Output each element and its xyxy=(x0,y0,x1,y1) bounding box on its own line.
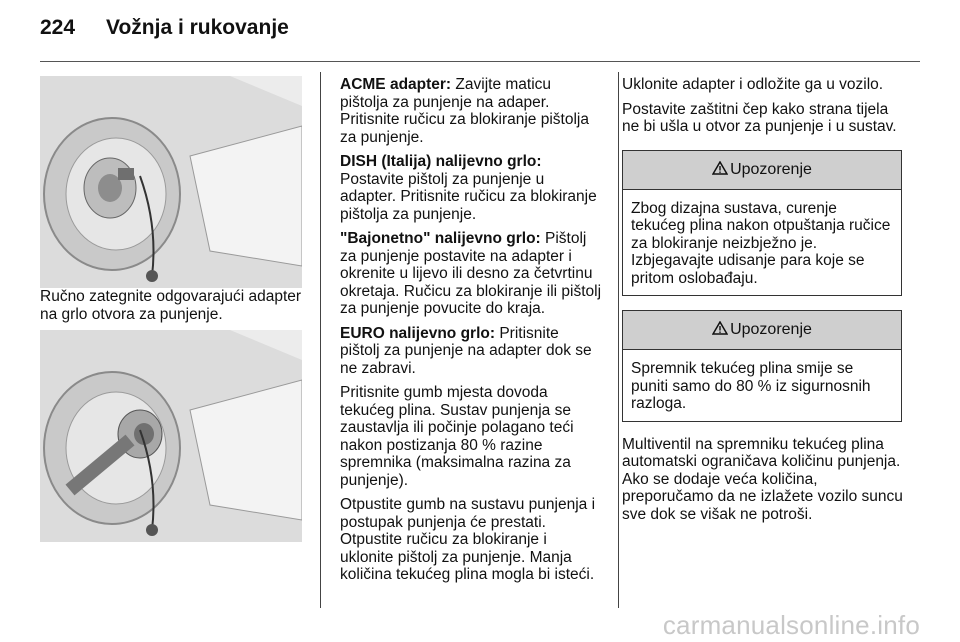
fuel-nozzle-illustration xyxy=(40,330,302,542)
paragraph-multivalve: Multiventil na spremniku tekućeg plina automatski ograničava količinu punjenja. Ako se dodaje veća količina, preporučamo da ne izlažete vozilo suncu sve dok se višak ne potroši. xyxy=(622,435,903,523)
instruction-dish xyxy=(340,153,602,223)
warning-triangle-icon xyxy=(712,321,728,335)
figure-caption-1: Ručno zategnite odgovarajući adapter na grlo otvora za punjenje. xyxy=(40,288,302,323)
column-divider-2 xyxy=(618,72,619,608)
paragraph-protective-cap: Postavite zaštitni čep kako strana tijela ne bi ušla u otvor za punjenje i u sustav. xyxy=(622,100,897,135)
instruction-text: Postavite pištolj za punjenje u adapter. Pritisnite ručicu za blokiranje pištolja za punjenje. xyxy=(340,170,597,223)
warning-box-1 xyxy=(622,150,902,297)
warning-header xyxy=(623,311,901,350)
column-divider-1 xyxy=(320,72,321,608)
column-2 xyxy=(340,76,602,591)
instruction-text: Pritisnite pištolj za punjenje na adapter dok se ne zabravi. xyxy=(340,324,592,377)
paragraph-remove-adapter: Uklonite adapter i odložite ga u vozilo. xyxy=(622,76,884,93)
instruction-euro xyxy=(340,325,602,378)
watermark: carmanualsonline.info xyxy=(662,610,920,640)
instruction-text: Zavijte maticu pištolja za punjenje na adaper. Pritisnite ručicu za blokiranje pištolja za punjenje. xyxy=(340,76,589,146)
paragraph-release-button: Otpustite gumb na sustavu punjenja i postupak punjenja će prestati. Otpustite ručicu za blokiranje i uklonite pištolj za punjenje. Manja količina tekućeg plina mogla bi isteći. xyxy=(340,496,596,583)
warning-triangle-icon xyxy=(712,161,728,175)
warning-box-2 xyxy=(622,310,902,422)
instruction-text: Pištolj za punjenje postavite na adapter i okrenite u lijevo ili desno za četvrtinu okretaja. Ručicu za blokiranje ili pištolj za punjenje povucite do kraja. xyxy=(340,230,602,317)
page-title: Vožnja i rukovanje xyxy=(106,16,289,39)
warning-header xyxy=(623,151,901,190)
column-3 xyxy=(622,76,904,530)
instruction-label: EURO nalijevno grlo: xyxy=(340,324,496,342)
page-number: 224 xyxy=(40,16,76,39)
paragraph-fill-button: Pritisnite gumb mjesta dovoda tekućeg plina. Sustav punjenja se zaustavlja ili počinje polagano teći nakon postizanja 80 % razine spremnika (maksimalna razina za punjenje). xyxy=(340,384,574,489)
header-rule xyxy=(40,61,920,62)
column-1 xyxy=(40,76,302,542)
warning-title: Upozorenje xyxy=(730,160,812,178)
instruction-acme xyxy=(340,76,602,146)
instruction-label: ACME adapter: xyxy=(340,76,452,93)
instruction-label: DISH (Italija) nalijevno grlo: xyxy=(340,153,542,170)
warning-text: Spremnik tekućeg plina smije se puniti samo do 80 % iz sigurnosnih razloga. xyxy=(631,360,871,412)
warning-title: Upozorenje xyxy=(730,321,812,338)
instruction-label: "Bajonetno" nalijevno grlo: xyxy=(340,230,541,247)
warning-text: Zbog dizajna sustava, curenje tekućeg plina nakon otpuštanja ručice za blokiranje neizbježno je. Izbjegavajte udisanje para koje se pritom oslobađaju. xyxy=(631,199,891,287)
instruction-bayonet xyxy=(340,230,602,318)
fuel-door-adapter-illustration xyxy=(40,76,302,288)
page-header xyxy=(40,16,920,50)
